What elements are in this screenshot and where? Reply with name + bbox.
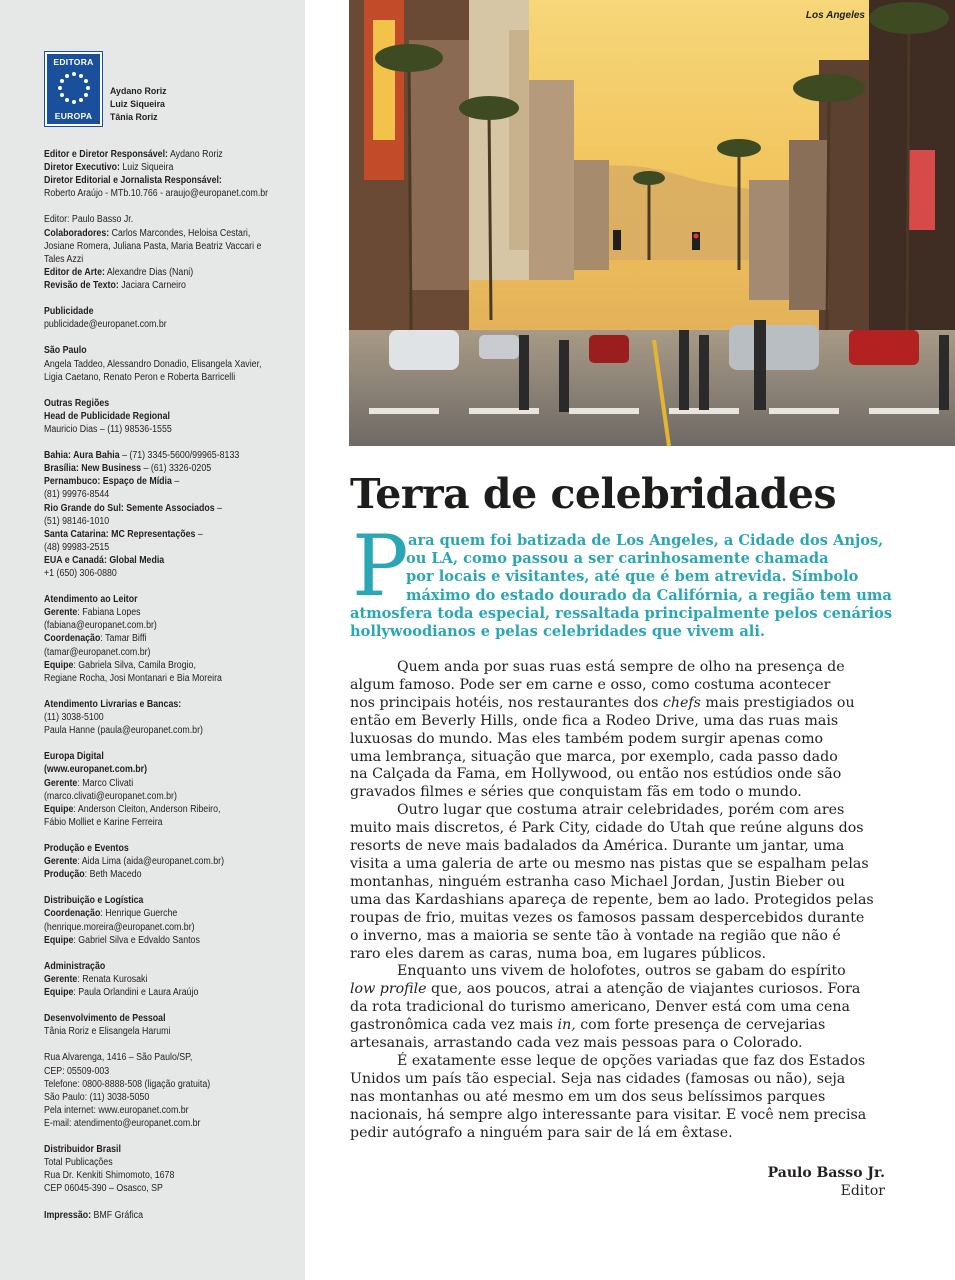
credit-value: Carlos Marcondes, Heloisa Cestari, [109,227,251,239]
credit-line [44,934,301,947]
credit-line [44,279,301,292]
body-line: Quem anda por suas ruas está sempre de olho na presença de [397,659,845,675]
credit-line [44,606,301,619]
body-line: então em Beverly Hills, onde fica a Rodeo Drive, uma das ruas mais [350,712,839,729]
credit-line [44,344,301,357]
credit-value: (henrique.moreira@europanet.com.br) [44,921,195,933]
lead-line: atmosfera toda especial, ressaltada principalmente pelos cenários [350,604,893,622]
credit-line [44,541,301,554]
credit-value: – [171,476,180,488]
credit-label: Europa Digital [44,751,104,763]
lead-line: ou LA, como passou a ser carinhosamente chamada [406,550,829,568]
credit-value: : Paula Orlandini e Laura Araújo [73,987,199,998]
stars-ring-icon [56,70,92,106]
credit-label: Distribuidor Brasil [44,1144,121,1156]
lead-line: por locais e visitantes, até que é bem atrevida. Símbolo [406,568,859,586]
signature [768,1165,885,1200]
credit-value: – (61) 3326-0205 [141,463,212,475]
credit-value: Rua Dr. Kenkiti Shimomoto, 1678 [44,1170,175,1182]
credit-value: BMF Gráfica [91,1209,143,1221]
credit-line [44,253,301,266]
credit-block [44,894,301,946]
credit-line [44,528,301,541]
credit-label: Equipe [44,987,74,998]
credit-value: Alexandre Dias (Nani) [104,266,194,278]
credit-value: (fabiana@europanet.com.br) [44,620,157,632]
credit-label: Atendimento Livrarias e Bancas: [44,698,182,710]
credit-line [44,358,301,371]
credit-block [44,842,301,881]
credit-label: Outras Regiões [44,397,110,409]
credit-label: Gerente [44,607,78,619]
credit-label: Coordenação [44,633,101,645]
credit-value: Total Publicações [44,1157,113,1169]
body-line: gravados filmes e séries que conquistam fãs em todo o mundo. [350,784,802,801]
body-line: Outro lugar que costuma atrair celebridades, porém com ares [397,802,845,819]
credit-line [44,1104,301,1117]
credit-value: : Gabriela Silva, Camila Brogio, [73,659,196,671]
credit-label: Produção [44,869,85,881]
credit-value: Angela Taddeo, Alessandro Donadio, Elisangela Xavier, [44,358,262,370]
credit-label: Distribuição e Logística [44,895,144,907]
body-line: da rota tradicional do turismo americano, Denver está com uma cena [350,999,850,1016]
credit-line [44,1012,301,1025]
owner-name: Luiz Siqueira [110,99,165,110]
credit-label: Gerente [44,777,78,789]
credit-line [44,659,301,672]
body-line: o inverno, mas a maioria se sente tão à vontade na região que não é [350,927,841,944]
credit-value: Josiane Romera, Juliana Pasta, Maria Beatriz Vaccari e [44,240,262,252]
body-line: raro eles darem as caras, numa boa, em lugares públicos. [350,945,767,962]
credit-block [44,593,301,685]
credit-line [44,894,301,907]
owner-name: Tânia Roriz [110,112,158,123]
body-line: Unidos um país tão especial. Seja nas cidades (famosas ou não), seja [350,1070,846,1087]
body-line: algum famoso. Pode ser em carne e osso, como costuma acontecer [350,676,831,693]
credit-line [44,763,301,776]
credit-line [44,1182,301,1195]
credit-label: Administração [44,960,106,972]
credit-value: CEP 06045-390 – Osasco, SP [44,1183,163,1195]
credit-line [44,227,301,240]
credit-line [44,619,301,632]
body-line: low profile que, aos poucos, atrai a atenção de viajantes curiosos. Fora [350,981,861,998]
credit-value: : Renata Kurosaki [77,973,148,985]
credit-label: Diretor Editorial e Jornalista Responsável: [44,175,222,187]
credit-value: E-mail: atendimento@europanet.com.br [44,1117,201,1129]
credit-value: Editor: Paulo Basso Jr. [44,214,134,226]
credit-label: Editor de Arte: [44,266,105,278]
credit-label: Diretor Executivo: [44,162,120,174]
credit-value: Luiz Siqueira [119,162,174,174]
body-line: uma das Kardashians apareça de repente, bem ao lado. Protegidos pelas [350,891,874,908]
credit-line [44,921,301,934]
credit-value: : Henrique Guerche [100,908,178,920]
credit-label: Equipe [44,659,74,671]
credit-value: : Marco Clivati [77,777,134,789]
credit-value: – [214,502,223,514]
credit-line [44,475,301,488]
credit-line [44,1143,301,1156]
credit-line [44,1156,301,1169]
credit-value: : Beth Macedo [84,869,142,881]
hollywood-boulevard-photo [349,0,955,446]
credit-label: Colaboradores: [44,227,110,239]
owner-name: Aydano Roriz [110,86,167,97]
credit-value: Mauricio Dias – (11) 98536-1555 [44,423,172,435]
credit-label: Equipe [44,934,74,946]
credit-value: – [195,528,203,540]
credit-value: : Gabriel Silva e Edvaldo Santos [73,934,200,946]
body-line: na Calçada da Fama, em Hollywood, ou então nos estúdios onde são [350,766,842,783]
credit-line [44,750,301,763]
credit-value: publicidade@europanet.com.br [44,319,167,331]
drop-cap: P [352,517,409,615]
credit-value: Jaciara Carneiro [118,279,186,291]
credit-value: Pela internet: www.europanet.com.br [44,1104,189,1116]
credit-line [44,868,301,881]
credit-line [44,187,301,200]
owners-list [110,85,167,124]
credits-list [44,148,301,1235]
credit-block [44,148,301,200]
credit-line [44,632,301,645]
credit-line [44,213,301,226]
credit-block [44,698,301,737]
credit-label: EUA e Canadá: Global Media [44,554,165,566]
author-name: Paulo Basso Jr. [767,1165,885,1181]
logo-bottom-text: EUROPA [54,111,93,121]
article-headline: Terra de celebridades [350,470,837,518]
credit-block [44,213,301,292]
credit-value: Rua Alvarenga, 1416 – São Paulo/SP, [44,1052,193,1064]
credit-value: – (71) 3345-5600/99965-8133 [119,450,240,462]
article-body [350,659,890,1142]
credit-line [44,1209,301,1222]
credit-line [44,318,301,331]
body-line: artesanais, arrastando cada vez mais pessoas para o Colorado. [350,1035,803,1052]
credit-line [44,986,301,999]
credit-line [44,410,301,423]
credit-line [44,816,301,829]
credit-value: : Fabiana Lopes [77,607,141,619]
credit-value: Aydano Roriz [167,149,223,160]
body-line: luxuosas do mundo. Mas eles também podem surgir apenas como [350,730,824,747]
credit-line [44,1169,301,1182]
lead-line: máximo do estado dourado da Califórnia, a região tem uma [406,586,892,604]
credit-label: Gerente [44,973,78,985]
credit-value: (51) 98146-1010 [44,515,110,527]
credit-label: (www.europanet.com.br) [44,764,148,776]
credit-value: (marco.clivati@europanet.com.br) [44,790,177,802]
credit-line [44,161,301,174]
credit-line [44,724,301,737]
credit-line [44,266,301,279]
credit-block [44,960,301,999]
credit-line [44,240,301,253]
credit-value: (81) 99976-8544 [44,489,110,501]
editora-europa-logo [45,52,102,126]
credit-line [44,646,301,659]
credit-label: Brasília: New Business [44,463,142,475]
credit-line [44,1117,301,1130]
credit-line [44,803,301,816]
body-line: montanhas, ninguém estranha caso Michael Jordan, Justin Bieber ou [350,873,845,890]
credit-line [44,502,301,515]
credit-line [44,1025,301,1038]
credit-line [44,1051,301,1064]
credit-label: Editor e Diretor Responsável: [44,149,168,160]
body-line: nas montanhas ou até mesmo em um dos seus belíssimos parques [350,1088,826,1105]
credit-value: : Aida Lima (aida@europanet.com.br) [77,856,224,868]
credit-value: Tânia Roriz e Elisangela Harumi [44,1026,171,1038]
credit-label: Impressão: [44,1209,92,1221]
credit-line [44,907,301,920]
credit-value: Ligia Caetano, Renato Peron e Roberta Barricelli [44,371,236,383]
photo-caption: Los Angeles [805,10,865,21]
credit-label: Revisão de Texto: [44,279,119,291]
body-line: roupas de frio, muitas vezes os famosos passam despercebidos durante [350,909,865,926]
credit-line [44,1091,301,1104]
masthead-sidebar [0,0,305,1280]
credit-value: Roberto Araújo - MTb.10.766 - araujo@europanet.com.br [44,188,269,200]
body-line: pedir autógrafo a ninguém para sair de lá em êxtase. [350,1124,733,1141]
credit-label: Coordenação [44,908,101,920]
credit-line [44,711,301,724]
lead-line: hollywoodianos e pelas celebridades que vivem ali. [350,623,765,641]
credit-line [44,1065,301,1078]
credit-value: (11) 3038-5100 [44,712,104,724]
body-line: Enquanto uns vivem de holofotes, outros se gabam do espírito [397,963,846,980]
body-line: nacionais, há sempre algo interessante para visitar. E você nem precisa [350,1106,867,1123]
body-line: muito mais discretos, é Park City, cidade do Utah que reúne alguns dos [350,820,864,837]
credit-block [44,305,301,331]
credit-line [44,698,301,711]
credit-line [44,488,301,501]
article-lead [350,532,893,641]
credit-line [44,423,301,436]
credit-label: Publicidade [44,306,94,318]
credit-line [44,960,301,973]
credit-line [44,1078,301,1091]
credit-label: Pernambuco: Espaço de Mídia [44,476,172,488]
credit-label: São Paulo [44,345,87,357]
credit-block [44,397,301,436]
credit-line [44,855,301,868]
credit-block [44,750,301,829]
credit-label: Produção e Eventos [44,842,129,854]
body-line: nos principais hotéis, nos restaurantes dos chefs mais prestigiados ou [350,694,855,711]
credit-block [44,1143,301,1195]
credit-line [44,973,301,986]
credit-block [44,449,301,580]
credit-label: Gerente [44,856,78,868]
credit-line [44,305,301,318]
credit-line [44,554,301,567]
author-role: Editor [840,1182,885,1199]
credit-line [44,515,301,528]
credit-line [44,449,301,462]
credit-line [44,148,301,161]
credit-value: Telefone: 0800-8888-508 (ligação gratuita) [44,1078,211,1090]
credit-line [44,371,301,384]
credit-line [44,842,301,855]
credit-block [44,344,301,383]
credit-line [44,790,301,803]
credit-line [44,462,301,475]
credit-value: São Paulo: (11) 3038-5050 [44,1091,150,1103]
credit-block [44,1209,301,1222]
credit-value: Paula Hanne (paula@europanet.com.br) [44,725,203,737]
credit-label: Head de Publicidade Regional [44,410,170,422]
lead-line: ara quem foi batizada de Los Angeles, a Cidade dos Anjos, [408,532,884,549]
credit-value: : Tamar Biffi [100,633,147,645]
credit-value: (tamar@europanet.com.br) [44,646,151,658]
credit-label: Rio Grande do Sul: Semente Associados [44,502,215,514]
credit-value: Fábio Molliet e Karine Ferreira [44,816,163,828]
credit-line [44,174,301,187]
credit-value: (48) 99983-2515 [44,541,110,553]
body-line: resorts de neve mais badalados da América. Durante um jantar, uma [350,838,845,855]
credit-label: Santa Catarina: MC Representações [44,528,196,540]
credit-line [44,672,301,685]
body-line: gastronômica cada vez mais in, com forte presença de cervejarias [350,1017,826,1034]
credit-block [44,1012,301,1038]
credit-line [44,397,301,410]
credit-block [44,1051,301,1130]
credit-label: Desenvolvimento de Pessoal [44,1013,166,1025]
credit-label: Atendimento ao Leitor [44,594,138,606]
credit-value: Regiane Rocha, Josi Montanari e Bia Moreira [44,672,222,684]
credit-line [44,593,301,606]
body-line: É exatamente esse leque de opções variadas que faz dos Estados [397,1052,866,1069]
credit-line [44,567,301,580]
credit-value: +1 (650) 306-0880 [44,568,117,579]
body-line: visita a uma galeria de arte ou mesmo nas pistas que se espalham pelas [350,855,869,872]
credit-label: Bahia: Aura Bahia [44,450,120,462]
credit-value: : Anderson Cleiton, Anderson Ribeiro, [73,803,221,815]
credit-line [44,777,301,790]
street-scene-illustration [349,0,955,446]
credit-label: Equipe [44,803,74,815]
logo-top-text: EDITORA [53,57,94,67]
credit-value: Tales Azzi [44,253,84,265]
credit-value: CEP: 05509-003 [44,1065,110,1077]
body-line: uma lembrança, situação que marca, por exemplo, cada passo dado [350,748,838,765]
